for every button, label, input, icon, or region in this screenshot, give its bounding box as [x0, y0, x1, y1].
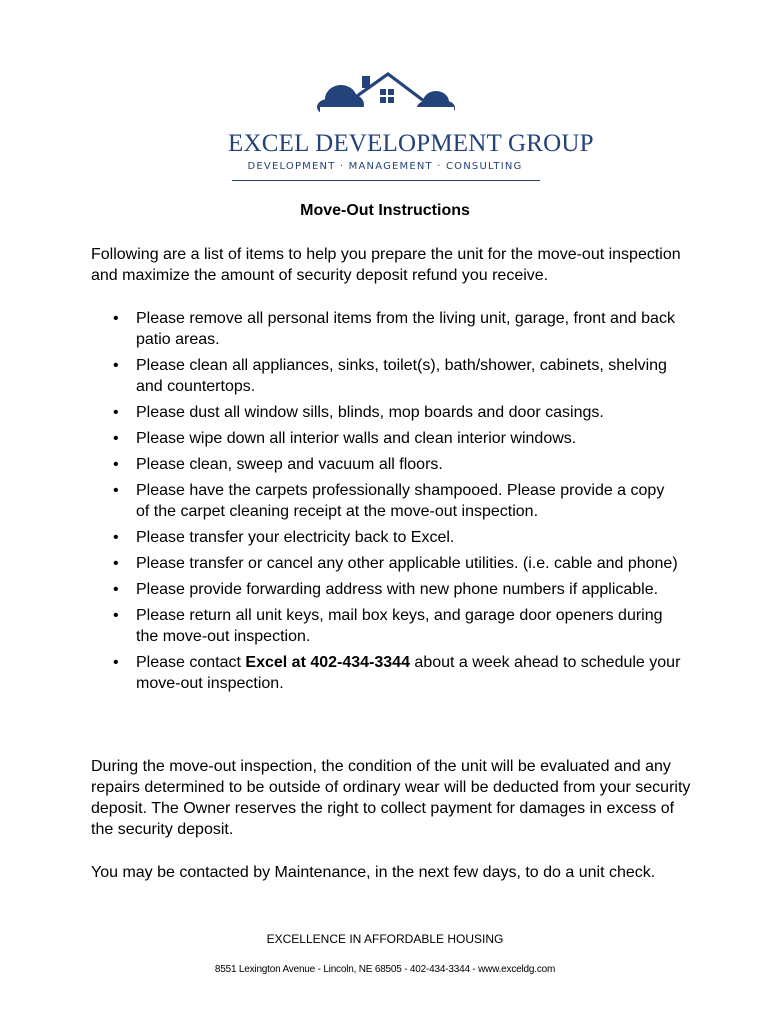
list-item: • Please dust all window sills, blinds, mop boards and door casings.: [91, 402, 681, 423]
logo-divider: [232, 180, 540, 181]
document-title: Move-Out Instructions: [300, 202, 470, 219]
house-with-clouds-icon: [228, 68, 542, 128]
list-item-contact: [91, 652, 681, 694]
list-item: • Please wipe down all interior walls and clean interior windows.: [91, 428, 681, 449]
footer-motto: EXCELLENCE IN AFFORDABLE HOUSING: [266, 932, 504, 946]
list-item: • Please return all unit keys, mail box keys, and garage door openers during the move-out inspection.: [91, 605, 681, 647]
list-item: • Please have the carpets professionally shampooed. Please provide a copy of the carpet cleaning receipt at the move-out inspection.: [91, 480, 681, 522]
contact-text-before: Please contact: [136, 654, 246, 671]
maintenance-note: You may be contacted by Maintenance, in the next few days, to do a unit check.: [91, 864, 656, 881]
inspection-paragraph: During the move-out inspection, the condition of the unit will be evaluated and any repairs determined to be outside of ordinary wear will be deducted from your security deposit. The Owner reserves the right to collect payment for damages in excess of the security deposit.: [91, 758, 691, 838]
intro-paragraph: Following are a list of items to help you prepare the unit for the move-out inspection and maximize the amount of security deposit refund you receive.: [91, 246, 681, 284]
company-name: EXCEL DEVELOPMENT GROUP: [228, 130, 594, 157]
list-item: • Please clean all appliances, sinks, toilet(s), bath/shower, cabinets, shelving and countertops.: [91, 355, 681, 397]
list-item: • Please remove all personal items from the living unit, garage, front and back patio areas.: [91, 308, 681, 350]
contact-text-after: about a week ahead to schedule your move-out inspection.: [136, 654, 681, 692]
list-item: • Please transfer or cancel any other applicable utilities. (i.e. cable and phone): [91, 553, 681, 574]
company-tagline: DEVELOPMENT · MANAGEMENT · CONSULTING: [247, 161, 523, 172]
list-item: • Please transfer your electricity back to Excel.: [91, 527, 681, 548]
list-item: • Please provide forwarding address with new phone numbers if applicable.: [91, 579, 681, 600]
footer-address: 8551 Lexington Avenue - Lincoln, NE 68505 - 402-434-3344 - www.exceldg.com: [214, 964, 556, 975]
list-item: • Please clean, sweep and vacuum all floors.: [91, 454, 681, 475]
company-logo: [228, 68, 594, 186]
instructions-list: [91, 308, 681, 699]
contact-phone: Excel at 402-434-3344: [245, 654, 410, 671]
